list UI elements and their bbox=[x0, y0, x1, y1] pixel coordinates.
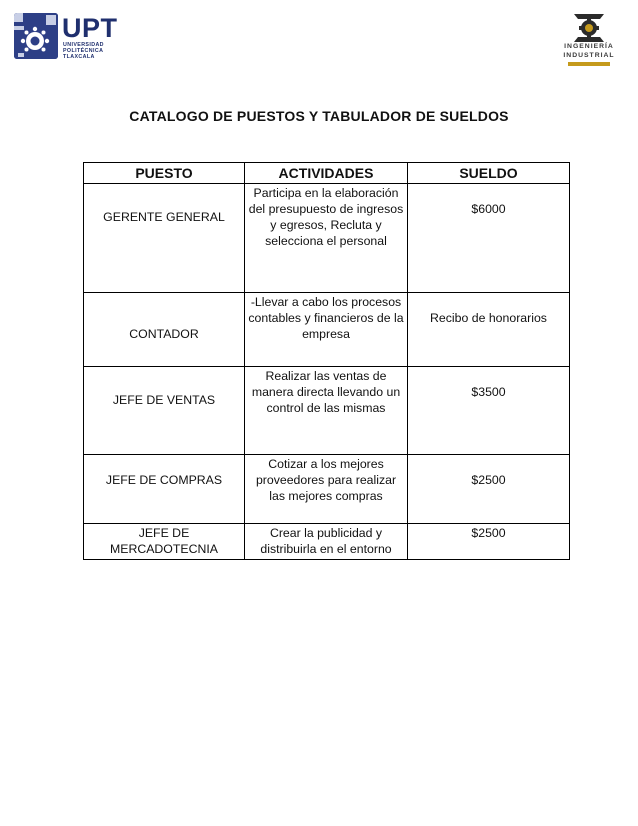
table-row bbox=[84, 524, 570, 560]
document-title: CATALOGO DE PUESTOS Y TABULADOR DE SUELDOS bbox=[129, 108, 509, 124]
cell-actividades: Participa en la elaboración del presupuesto de ingresos y egresos, Recluta y selecciona el personal bbox=[245, 184, 408, 293]
ii-logo-line1: INGENIERÍA bbox=[564, 43, 614, 50]
upt-logo-name: UPT bbox=[62, 13, 118, 43]
cell-sueldo: Recibo de honorarios bbox=[408, 293, 570, 367]
cell-puesto: JEFE DE VENTAS bbox=[84, 367, 245, 455]
cell-sueldo: $3500 bbox=[408, 367, 570, 455]
table-row bbox=[84, 367, 570, 455]
header-puesto: PUESTO bbox=[84, 163, 245, 184]
cell-puesto: JEFE DE MERCADOTECNIA bbox=[84, 524, 245, 560]
cell-sueldo: $2500 bbox=[408, 455, 570, 524]
upt-logo-subtitle: UNIVERSIDAD POLITÉCNICA TLAXCALA bbox=[63, 42, 104, 60]
table-row bbox=[84, 293, 570, 367]
cell-actividades: Cotizar a los mejores proveedores para realizar las mejores compras bbox=[245, 455, 408, 524]
ii-logo-line2: INDUSTRIAL bbox=[563, 52, 615, 59]
table-row bbox=[84, 455, 570, 524]
cell-puesto: JEFE DE COMPRAS bbox=[84, 455, 245, 524]
cell-puesto: GERENTE GENERAL bbox=[84, 184, 245, 293]
ii-logo-bar bbox=[568, 62, 610, 66]
header-actividades: ACTIVIDADES bbox=[245, 163, 408, 184]
cell-sueldo: $2500 bbox=[408, 524, 570, 560]
table-header-row bbox=[84, 163, 570, 184]
salary-table bbox=[83, 162, 570, 560]
upt-emblem-icon bbox=[14, 13, 58, 59]
table-row bbox=[84, 184, 570, 293]
upt-logo bbox=[14, 13, 118, 61]
ingenieria-industrial-logo bbox=[558, 14, 620, 68]
cell-actividades: -Llevar a cabo los procesos contables y financieros de la empresa bbox=[245, 293, 408, 367]
cell-actividades: Realizar las ventas de manera directa llevando un control de las mismas bbox=[245, 367, 408, 455]
cell-actividades: Crear la publicidad y distribuirla en el entorno bbox=[245, 524, 408, 560]
header-sueldo: SUELDO bbox=[408, 163, 570, 184]
gear-emblem-icon bbox=[574, 14, 604, 42]
cell-sueldo: $6000 bbox=[408, 184, 570, 293]
cell-puesto: CONTADOR bbox=[84, 293, 245, 367]
